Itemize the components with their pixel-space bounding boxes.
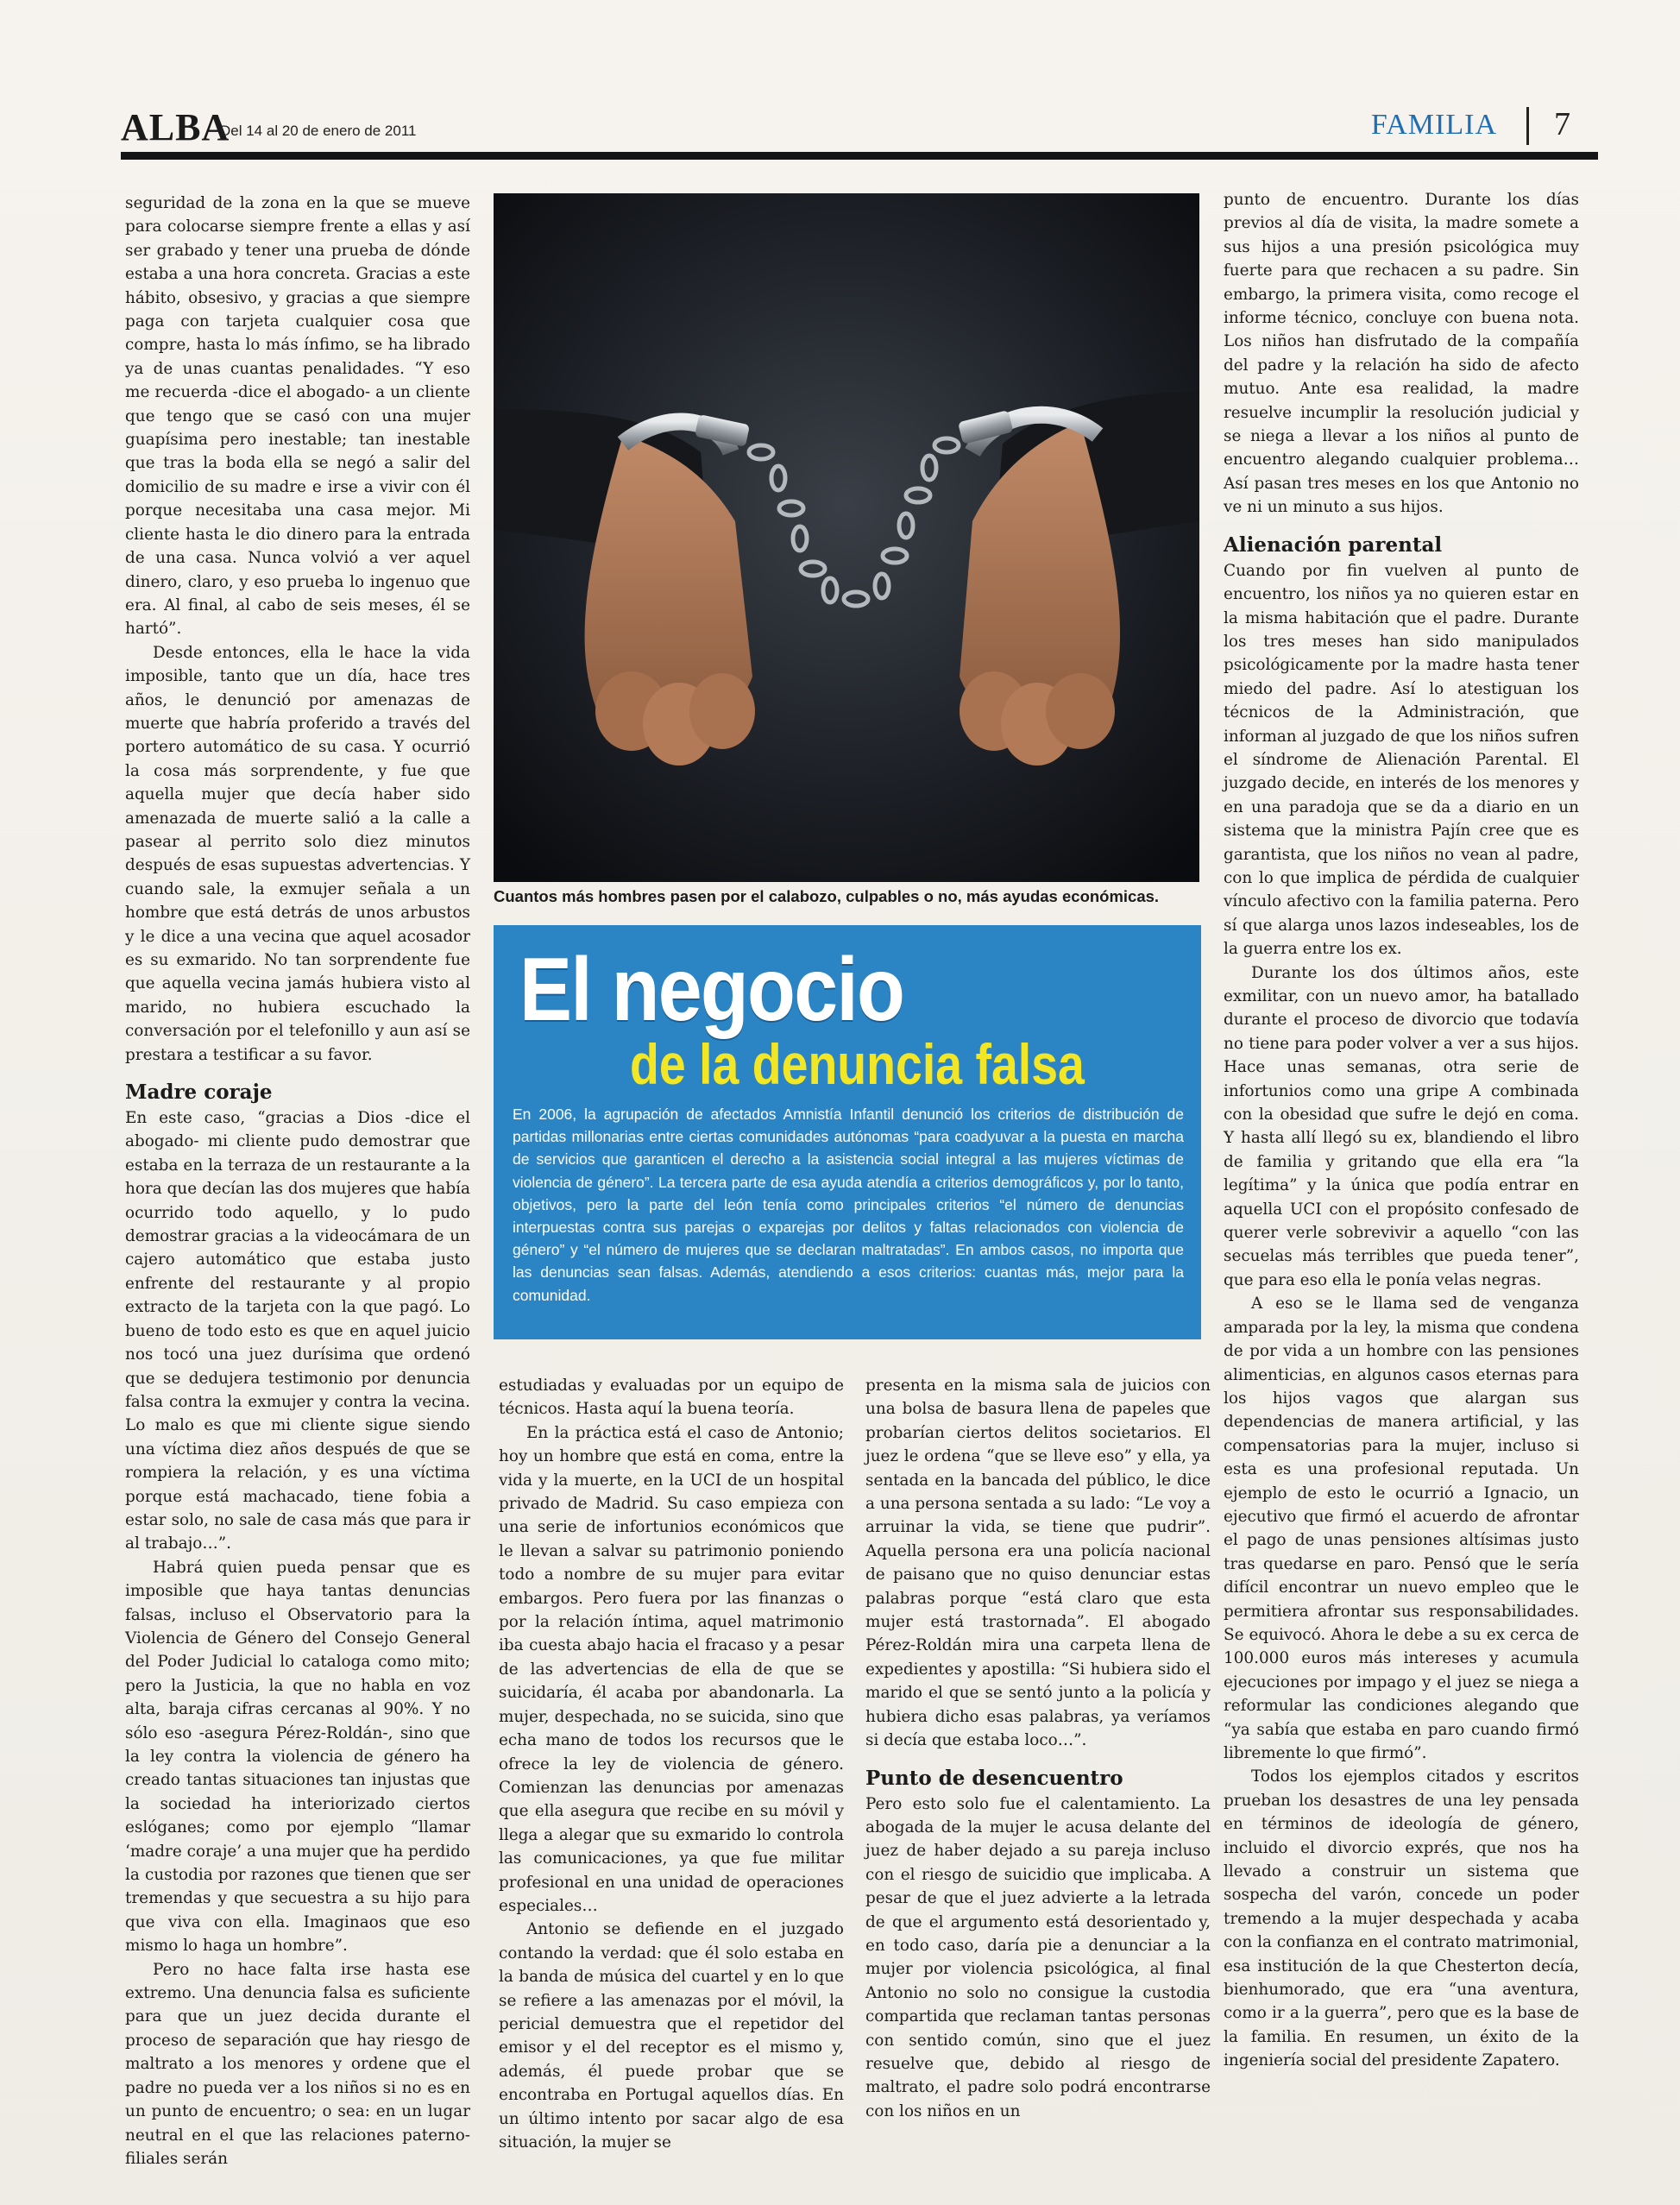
column-2 [499,1374,844,2154]
paragraph: En la práctica está el caso de Antonio; hoy un hombre que está en coma, entre la vida y la muerte, en la UCI de un hospital privado de Madrid. Su caso empieza con una serie de infortunios económicos que le llevan a salvar su patrimonio poniendo todo a nombre de su mujer para evitar embargos. Pero fuera por las finanzas o por la relación íntima, aquel matrimonio iba cuesta abajo hacia el fracaso y a pesar de las advertencias de ella de que se suicidaría, él acaba por abandonarla. La mujer, despechada, no se suicida, sino que echa mano de todos los recursos que le ofrece la ley de violencia de género. Comienzan las denuncias por amenazas que ella asegura que recibe en su móvil y llega a alegar que su exmarido lo controla las comunicaciones, ya que fue militar profesional en una unidad de operaciones especiales… [499,1423,844,1915]
subheading-punto-de-desencuentro: Punto de desencuentro [865,1766,1123,1790]
column-1 [125,192,470,2170]
paragraph: Pero no hace falta irse hasta ese extremo. Una denuncia falsa es suficiente para que un juez decida durante el proceso de separación que hay riesgo de maltrato a los menores y ordene que el padre no pueda ver a los niños si no es en un punto de encuentro; o sea: en un lugar neutral en el que las relaciones paterno-filiales serán [125,1960,470,2168]
section-name: FAMILIA [1370,109,1497,141]
header-rule [121,152,1598,160]
headline-box [494,925,1201,1339]
subheading-madre-coraje: Madre coraje [125,1080,273,1105]
paragraph: Todos los ejemplos citados y escritos prueban los desastres de una ley pensada en términos de ideología de género, incluido el divorcio exprés, que nos ha llevado a construir un sistema que sospecha del varón, concede un poder tremendo a la mujer despechada y acaba con la confianza en el contrato matrimonial, esa institución de la que Chesterton decía, bienhumorado, que era “una aventura, como ir a la guerra”, pero que es la base de la familia. En resumen, un éxito de la ingeniería social del presidente Zapatero. [1224,1767,1579,2070]
page-number: 7 [1554,106,1570,142]
paragraph: presenta en la misma sala de juicios con una bolsa de basura llena de papeles que probarían ciertos delitos societarios. El juez le ordena “que se lleve eso” y ella, ya sentada en la bancada del público, le dice a una persona sentada a su lado: “Le voy a arruinar la vida, se tiene que pudrir”. Aquella persona era una policía nacional de paisano que no quiso denunciar estas palabras porque “está claro que esta mujer está trastornada”. El abogado Pérez-Roldán mira una carpeta llena de expedientes y apostilla: “Si hubiera sido el marido el que se sentó junto a la policía y hubiera dicho esas palabras, ya veríamos si decía que estaba loco…”. [865,1377,1211,1750]
masthead [121,105,1596,147]
handcuffed-hands-image [494,193,1199,882]
newspaper-logo: ALBA [121,106,230,148]
paragraph: Habrá quien pueda pensar que es imposible que haya tantas denuncias falsas, incluso el Observatorio para la Violencia de Género del Consejo General del Poder Judicial lo cataloga como mito; pero la Justicia, la que no habla en voz alta, baraja cifras cercanas al 90%. Y no sólo eso -asegura Pérez-Roldán-, sino que la ley contra la violencia de género ha creado tantas situaciones tan injustas que la sociedad ha interiorizado ciertos eslóganes; como por ejemplo “llamar ‘madre coraje’ a una mujer que ha perdido la custodia por razones que tienen que ser tremendas y que secuestra a su hijo para que viva con ella. Imaginaos que eso mismo lo haga un hombre”. [125,1558,470,1956]
headline-subtitle: de la denuncia falsa [630,1032,1085,1096]
paragraph: Desde entonces, ella le hace la vida imposible, tanto que un día, hace tres años, le denunció por amenazas de muerte que habría proferido a través del portero automático de su casa. Y ocurrió la cosa más sorprendente, y fue que aquella mujer que decía haber sido amenazada de muerte salió a la calle a pasear al perrito solo diez minutos después de esas supuestas advertencias. Y cuando sale, la exmujer señala a un hombre que está detrás de unos arbustos y le dice a una vecina que aquel acosador es su exmarido. No tan sorprendente fue que aquella vecina jamás hubiera visto al marido, no hubiera escuchado la conversación por el telefonillo y aun así se prestara a testificar a su favor. [125,643,470,1064]
paragraph: A eso se le llama sed de venganza amparada por la ley, la misma que condena de por vida a un hombre con las pensiones alimenticias, en algunos casos eternas para los hijos vagos que alargan sus dependencias de manera artificial, y las compensatorias para la mujer, incluso si esta es una profesional reputada. Un ejemplo de esto le ocurrió a Ignacio, un ejecutivo que firmó el acuerdo de afrontar el pago de unas pensiones altísimas justo tras quedarse en paro. Pensó que le sería difícil encontrar un nuevo empleo que le permitiera afrontar sus responsabilidades. Se equivocó. Ahora le debe a su ex cerca de 100.000 euros más intereses y acumula ejecuciones por impago y el juez se niega a reformular las condiciones alegando que “ya sabía que estaba en paro cuando firmó libremente lo que firmó”. [1224,1295,1579,1762]
paragraph: punto de encuentro. Durante los días previos al día de visita, la madre somete a sus hijos a una presión psicológica muy fuerte para que rechacen a su padre. Sin embargo, la primera visita, como recoge el informe técnico, concluye con buena nota. Los niños han disfrutado de la compañía del padre y la relación ha sido de afecto mutuo. Ante esa realidad, la madre resuelve incumplir la resolución judicial y se niega a llevar a los niños al punto de encuentro alegando cualquier problema… Así pasan tres meses en los que Antonio no ve ni un minuto a sus hijos. [1224,191,1579,517]
paragraph: estudiadas y evaluadas por un equipo de técnicos. Hasta aquí la buena teoría. [499,1377,844,1419]
paragraph: Cuando por fin vuelven al punto de encuentro, los niños ya no quieren estar en la misma habitación que el padre. Durante los tres meses han sido manipulados psicológicamente por la madre hasta tener miedo del padre. Así lo atestiguan los técnicos de la Administración, que informan al juzgado de que los niños sufren el síndrome de Alienación Parental. El juzgado decide, en interés de los menores y en una paradoja que se da a diario en un sistema que la ministra Pajín cree que es garantista, que los niños no vean al padre, con lo que implica de pérdida de cualquier vínculo afectivo con la familia paterna. Pero sí que alarga unos lazos indeseables, los de la guerra entre los ex. [1224,561,1579,959]
paragraph: Pero esto solo fue el calentamiento. La abogada de la mujer le acusa delante del juez de haber dejado a su pareja incluso con el riesgo de suicidio que implicaba. A pesar de que el juez advierte a la letrada de que el argumento está desorientado y, en todo caso, daría pie a denunciar a la mujer por violencia psicológica, al final Antonio no solo no consigue la custodia compartida que reclaman tantas personas con sentido común, sino que el juez resuelve que, debido al riesgo de maltrato, el padre solo podrá encontrarse con los niños en un [865,1794,1211,2120]
paragraph: Antonio se defiende en el juzgado contando la verdad: que él solo estaba en la banda de música del cuartel y en lo que se refiere a las amenazas por el móvil, la pericial demuestra que el repetidor del emisor y el del receptor es el mismo y, además, él puede probar que se encontraba en Portugal aquellos días. En un último intento por sacar algo de esa situación, la mujer se [499,1920,844,2151]
headline-lede: En 2006, la agrupación de afectados Amnistía Infantil denunció los criterios de distribución de partidas millonarias entre ciertas comunidades autónomas “para coadyuvar a la puesta en marcha de servicios que garanticen el derecho a la asistencia social integral a las mujeres víctimas de violencia de género”. La tercera parte de esa ayuda atendía a criterios demográficos y, por lo tanto, objetivos, pero la parte del león tenía como principales criterios “el número de denuncias interpuestas contra sus parejas o exparejas por delitos y faltas relacionados con violencia de género” y “el número de mujeres que se declaran maltratadas”. En ambos casos, no importa que las denuncias sean falsas. Además, atendiendo a esos criterios: cuantas más, mejor para la comunidad. [513,1106,1184,1304]
paragraph: seguridad de la zona en la que se mueve para colocarse siempre frente a ellas y así ser grabado y tener una prueba de dónde estaba a una hora concreta. Gracias a este hábito, obsesivo, y gracias a que siempre paga con tarjeta cualquier cosa que compre, hasta lo más ínfimo, se ha librado ya de unas cuantas penalidades. “Y eso me recuerda -dice el abogado- a un cliente que tengo que se casó con una mujer guapísima pero inestable; tan inestable que tras la boda ella se negó a salir del domicilio de su madre e irse a vivir con él porque necesitaba una casa mejor. Mi cliente hasta le dio dinero para la entrada de una casa. Nunca volvió a ver aquel dinero, claro, y eso prueba lo ingenuo que era. Al final, al cabo de seis meses, él se hartó”. [125,194,470,639]
photo-caption: Cuantos más hombres pasen por el calabozo, culpables o no, más ayudas económicas. [494,887,1160,905]
paragraph: En este caso, “gracias a Dios -dice el abogado- mi cliente pudo demostrar que estaba en la terraza de un restaurante a la hora que decían las dos mujeres que había ocurrido todo aquello, y lo pudo demostrar gracias a la videocámara de un cajero automático que estaba justo enfrente del restaurante y al propio extracto de la tarjeta con la que pagó. Lo bueno de todo esto es que en aquel juicio nos tocó una juez durísima que ordenó que se dedujera testimonio por denuncia falsa contra la exmujer y contra la vecina. Lo malo es que mi cliente sigue siendo una víctima diez años después de que se rompiera la relación, y es una víctima porque está machacado, tiene fobia a estar solo, no sale de casa más que para ir al trabajo…”. [125,1109,470,1553]
paragraph: Durante los dos últimos años, este exmilitar, con un nuevo amor, ha batallado durante el proceso de divorcio que todavía no tiene para poder volver a ver a sus hijos. Hace unas semanas, otra serie de infortunios como una gripe A combinada con la obesidad que sufre le dejó en coma. Y hasta allí llegó su ex, blandiendo el libro de familia y gritando que ella era “la legítima” y la única que podía entrar en aquella UCI con el propósito confesado de querer verle sobrevivir a aquello “con las secuelas más terribles que pueda tener”, que para eso ella le ponía velas negras. [1224,963,1579,1289]
issue-date: Del 14 al 20 de enero de 2011 [220,123,417,139]
column-3 [865,1374,1211,2123]
headline-title: El negocio [519,940,904,1040]
header-separator [1526,107,1529,145]
subheading-alienacion-parental: Alienación parental [1224,532,1443,557]
handcuffs-photo [494,193,1199,882]
column-4 [1224,188,1579,2073]
